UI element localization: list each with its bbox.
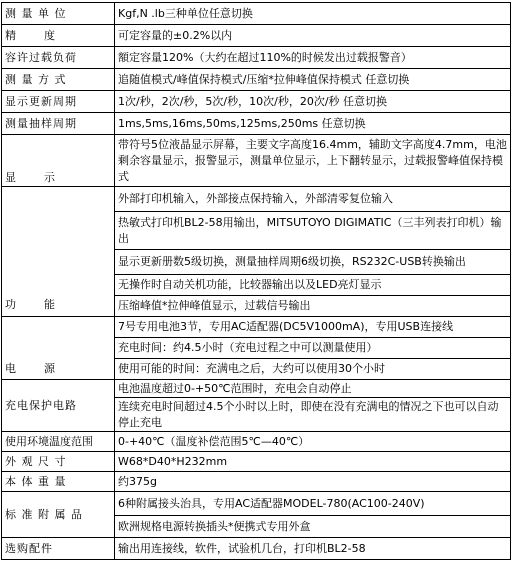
spec-row-env-temp <box>2 432 511 452</box>
row-value: 显示更新册数5级切换，测量抽样周期6级切换，RS232C-USB转换输出 <box>115 250 511 275</box>
row-label: 精 度 <box>2 25 115 47</box>
row-value: 电池温度超过0-+50℃范围时，充电会自动停止 <box>115 380 511 398</box>
row-value: 0-+40℃（温度补偿范围5℃—40℃） <box>115 432 511 452</box>
row-label: 功 能 <box>2 187 115 317</box>
spec-row-power <box>2 317 511 338</box>
row-value: 額定容量120%（大约在超过110%的时候发出过载报警音） <box>115 47 511 69</box>
spec-row-sampling <box>2 113 511 135</box>
row-label: 测 量 方 式 <box>2 69 115 91</box>
row-label: 本 体 重 量 <box>2 472 115 492</box>
row-value: 欧洲规格电源转换插头*便携式专用外盒 <box>115 516 511 538</box>
row-value: 追随值模式/峰值保持模式/压缩*拉伸峰值保持模式 任意切换 <box>115 69 511 91</box>
spec-row-accuracy <box>2 25 511 47</box>
row-value: 约375g <box>115 472 511 492</box>
row-label: 外 观 尺 寸 <box>2 452 115 472</box>
row-value: 可定容量的±0.2%以内 <box>115 25 511 47</box>
row-value: 充电时间：约4.5小时（充电过程之中可以测量使用） <box>115 338 511 359</box>
row-value: 7号专用电池3节，专用AC适配器(DC5V1000mA)，专用USB连接线 <box>115 317 511 338</box>
row-value: 1次/秒，2次/秒，5次/秒，10次/秒，20次/秒 任意切换 <box>115 91 511 113</box>
row-label: 显 示 <box>2 135 115 187</box>
spec-row-weight <box>2 472 511 492</box>
row-value: 无操作时自动关机功能，比较器输出以及LED亮灯显示 <box>115 275 511 296</box>
spec-row-refresh <box>2 91 511 113</box>
row-value: Kgf,N .lb三种单位任意切换 <box>115 3 511 25</box>
row-label: 电 源 <box>2 317 115 380</box>
row-value: 输出用连接线，软件，试验机几台，打印机BL2-58 <box>115 538 511 560</box>
spec-row-accessories <box>2 492 511 516</box>
row-label: 测 量 单 位 <box>2 3 115 25</box>
row-value: 带符号5位液晶显示屏幕，主要文字高度16.4mm，辅助文字高度4.7mm，电池剩余容量显示，报警显示，测量单位显示，上下翻转显示，过载报警峰值保持模式 <box>115 135 511 187</box>
row-value: 1ms,5ms,16ms,50ms,125ms,250ms 任意切换 <box>115 113 511 135</box>
spec-row-charge <box>2 380 511 398</box>
spec-row-options <box>2 538 511 560</box>
spec-row-mode <box>2 69 511 91</box>
row-value: 连续充电时间超过4.5个小时以上时，即使在没有充满电的情况之下也可以自动停止充电 <box>115 398 511 432</box>
row-value: 6种附属接头治具，专用AC适配器MODEL-780(AC100-240V) <box>115 492 511 516</box>
row-label: 使用环境温度范围 <box>2 432 115 452</box>
spec-row-function <box>2 187 511 212</box>
spec-table <box>1 2 511 560</box>
row-value: 使用可能的时间：充满电之后，大约可以使用30个小时 <box>115 359 511 380</box>
row-label: 容许过载负荷 <box>2 47 115 69</box>
spec-row-dimensions <box>2 452 511 472</box>
row-value: 压缩峰值*拉伸峰值显示，过载信号输出 <box>115 296 511 317</box>
row-label: 充电保护电路 <box>2 380 115 432</box>
row-value: 热敏式打印机BL2-58用输出，MITSUTOYO DIGIMATIC（三丰列表打印机）输出 <box>115 212 511 250</box>
row-label: 显示更新周期 <box>2 91 115 113</box>
spec-row-overload <box>2 47 511 69</box>
row-value: W68*D40*H232mm <box>115 452 511 472</box>
row-label: 标 准 附 属 品 <box>2 492 115 538</box>
row-label: 选购配件 <box>2 538 115 560</box>
row-value: 外部打印机输入，外部接点保持输入，外部清零复位输入 <box>115 187 511 212</box>
row-label: 测量抽样周期 <box>2 113 115 135</box>
spec-row-display <box>2 135 511 187</box>
spec-row-unit <box>2 3 511 25</box>
